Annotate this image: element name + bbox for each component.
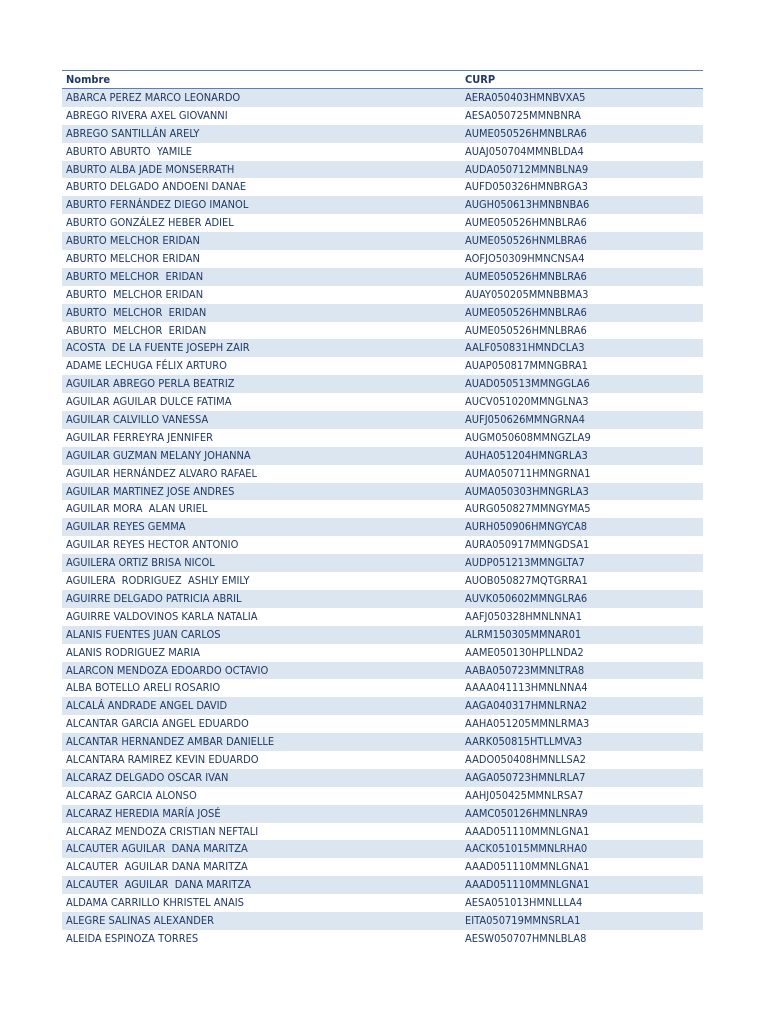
table-header-row <box>62 70 703 89</box>
cell-curp: AUME050526HMNBLRA6 <box>465 126 587 140</box>
cell-nombre: AGUILERA ORTIZ BRISA NICOL <box>66 556 215 570</box>
table-row <box>62 805 703 823</box>
cell-curp: AUME050526HMNBLRA6 <box>465 269 587 283</box>
cell-curp: AUFD050326HMNBRGA3 <box>465 180 588 194</box>
cell-curp: AUME050526HMNLBRA6 <box>465 323 587 337</box>
cell-curp: AAHA051205MMNLRMA3 <box>465 717 590 731</box>
cell-nombre: ABURTO MELCHOR ERIDAN <box>66 305 207 319</box>
cell-curp: AESA050725MMNBNRA <box>465 108 581 122</box>
table-row <box>62 518 703 536</box>
cell-curp: AACK051015MMNLRHA0 <box>465 842 588 856</box>
cell-curp: AOFJO50309HMNCNSA4 <box>465 252 585 266</box>
cell-curp: AAAD051110MMNLGNA1 <box>465 824 590 838</box>
cell-nombre: ABARCA PEREZ MARCO LEONARDO <box>66 91 241 104</box>
cell-nombre: ALCAUTER AGUILAR DANA MARITZA <box>66 860 248 874</box>
cell-curp: AUME050526HMNBLRA6 <box>465 216 587 230</box>
table-row <box>62 590 703 608</box>
cell-nombre: ABURTO MELCHOR ERIDAN <box>66 234 200 248</box>
table-row <box>62 161 703 179</box>
cell-curp: AAAD051110MMNLGNA1 <box>465 860 590 874</box>
cell-curp: AUHA051204HMNGRLA3 <box>465 448 588 462</box>
cell-curp: AURA050917MMNGDSA1 <box>465 538 590 552</box>
table-row <box>62 536 703 554</box>
cell-nombre: ABURTO ABURTO YAMILE <box>66 144 193 158</box>
table-body <box>62 89 703 948</box>
cell-nombre: ALCAUTER AGUILAR DANA MARITZA <box>66 878 251 892</box>
cell-nombre: AGUILERA RODRIGUEZ ASHLY EMILY <box>66 574 250 588</box>
cell-nombre: AGUILAR HERNÁNDEZ ALVARO RAFAEL <box>66 466 258 480</box>
column-header-curp: CURP <box>465 73 496 86</box>
cell-curp: AARK050815HTLLMVA3 <box>465 735 583 749</box>
cell-nombre: ALDAMA CARRILLO KHRISTEL ANAIS <box>66 896 244 910</box>
cell-nombre: AGUILAR GUZMAN MELANY JOHANNA <box>66 448 251 462</box>
cell-curp: AAFJ050328HMNLNNA1 <box>465 609 582 623</box>
table-row <box>62 858 703 876</box>
cell-nombre: AGUILAR MARTINEZ JOSE ANDRES <box>66 484 235 498</box>
cell-curp: AURH050906HMNGYCA8 <box>465 520 588 534</box>
cell-curp: AUVK050602MMNGLRA6 <box>465 591 588 605</box>
table-row <box>62 500 703 518</box>
cell-nombre: AGUILAR CALVILLO VANESSA <box>66 413 209 427</box>
cell-curp: AAHJ050425MMNLRSA7 <box>465 788 584 802</box>
cell-curp: AUAY050205MMNBBMA3 <box>465 287 589 301</box>
cell-nombre: AGUILAR REYES GEMMA <box>66 520 186 534</box>
cell-curp: AAAD051110MMNLGNA1 <box>465 878 590 892</box>
cell-curp: AADO050408HMNLLSA2 <box>465 752 586 766</box>
cell-nombre: ABURTO MELCHOR ERIDAN <box>66 252 200 266</box>
cell-curp: AALF050831HMNDCLA3 <box>465 341 585 355</box>
cell-nombre: AGUIRRE VALDOVINOS KARLA NATALIA <box>66 609 258 623</box>
cell-nombre: ABREGO RIVERA AXEL GIOVANNI <box>66 108 228 122</box>
table-row <box>62 662 703 680</box>
cell-nombre: ALANIS FUENTES JUAN CARLOS <box>66 627 221 641</box>
cell-curp: AAME050130HPLLNDA2 <box>465 645 584 659</box>
table-row <box>62 196 703 214</box>
table-row <box>62 125 703 143</box>
table-row <box>62 608 703 626</box>
cell-nombre: AGUIRRE DELGADO PATRICIA ABRIL <box>66 591 242 605</box>
table-row <box>62 357 703 375</box>
cell-curp: AUME050526HNMLBRA6 <box>465 234 587 248</box>
cell-nombre: ABURTO MELCHOR ERIDAN <box>66 269 204 283</box>
cell-nombre: ALCANTAR HERNANDEZ AMBAR DANIELLE <box>66 735 275 749</box>
cell-nombre: ADAME LECHUGA FÉLIX ARTURO <box>66 359 227 373</box>
cell-nombre: ABURTO DELGADO ANDOENI DANAE <box>66 180 247 194</box>
cell-nombre: ALCANTAR GARCIA ANGEL EDUARDO <box>66 717 249 731</box>
cell-curp: AUMA050711HMNGRNA1 <box>465 466 591 480</box>
cell-nombre: ALANIS RODRIGUEZ MARIA <box>66 645 201 659</box>
cell-nombre: ABURTO MELCHOR ERIDAN <box>66 287 204 301</box>
table-row <box>62 572 703 590</box>
cell-nombre: AGUILAR MORA ALAN URIEL <box>66 502 208 516</box>
cell-curp: AUDA050712MMNBLNA9 <box>465 162 589 176</box>
cell-curp: AUAP050817MMNGBRA1 <box>465 359 588 373</box>
cell-nombre: ACOSTA DE LA FUENTE JOSEPH ZAIR <box>66 341 250 355</box>
cell-nombre: ALCARAZ GARCIA ALONSO <box>66 788 197 802</box>
table-row <box>62 769 703 787</box>
table-row <box>62 304 703 322</box>
table-row <box>62 393 703 411</box>
table-row <box>62 339 703 357</box>
cell-curp: AUGH050613HMNBNBA6 <box>465 198 590 212</box>
cell-nombre: ABREGO SANTILLÁN ARELY <box>66 126 200 140</box>
cell-curp: AUDP051213MMNGLTA7 <box>465 556 585 570</box>
table-row <box>62 143 703 161</box>
cell-curp: AAGA040317HMNLRNA2 <box>465 699 588 713</box>
cell-nombre: AGUILAR ABREGO PERLA BEATRIZ <box>66 377 235 391</box>
table-row <box>62 465 703 483</box>
table-row <box>62 322 703 340</box>
cell-nombre: ABURTO FERNÁNDEZ DIEGO IMANOL <box>66 198 249 212</box>
cell-nombre: ALBA BOTELLO ARELI ROSARIO <box>66 681 221 695</box>
table-row <box>62 679 703 697</box>
table-row <box>62 250 703 268</box>
table-row <box>62 823 703 841</box>
table-row <box>62 644 703 662</box>
cell-curp: AUCV051020MMNGLNA3 <box>465 395 589 409</box>
table-row <box>62 232 703 250</box>
cell-nombre: AGUILAR AGUILAR DULCE FATIMA <box>66 395 232 409</box>
cell-nombre: AGUILAR FERREYRA JENNIFER <box>66 430 213 444</box>
table-row <box>62 697 703 715</box>
table-row <box>62 554 703 572</box>
table-row <box>62 715 703 733</box>
cell-curp: AUFJ050626MMNGRNA4 <box>465 413 585 427</box>
cell-nombre: ALCARAZ MENDOZA CRISTIAN NEFTALI <box>66 824 259 838</box>
cell-nombre: ALCARAZ HEREDIA MARÍA JOSÉ <box>66 806 221 820</box>
table-row <box>62 912 703 930</box>
table-row <box>62 411 703 429</box>
cell-nombre: ALCAUTER AGUILAR DANA MARITZA <box>66 842 248 856</box>
table-row <box>62 840 703 858</box>
table-row <box>62 876 703 894</box>
cell-nombre: ALARCON MENDOZA EDOARDO OCTAVIO <box>66 663 269 677</box>
cell-nombre: ABURTO ALBA JADE MONSERRATH <box>66 162 235 176</box>
cell-curp: AUAD050513MMNGGLA6 <box>465 377 590 391</box>
cell-nombre: ABURTO GONZÁLEZ HEBER ADIEL <box>66 216 234 230</box>
table-row <box>62 733 703 751</box>
table-row <box>62 286 703 304</box>
cell-curp: AERA050403HMNBVXA5 <box>465 91 586 104</box>
cell-curp: AUAJ050704MMNBLDA4 <box>465 144 584 158</box>
cell-nombre: ALCARAZ DELGADO OSCAR IVAN <box>66 770 229 784</box>
table-row <box>62 107 703 125</box>
cell-nombre: ALCANTARA RAMIREZ KEVIN EDUARDO <box>66 752 259 766</box>
cell-curp: AUME050526HMNBLRA6 <box>465 305 587 319</box>
cell-curp: AESW050707HMNLBLA8 <box>465 931 587 945</box>
cell-nombre: AGUILAR REYES HECTOR ANTONIO <box>66 538 239 552</box>
cell-curp: AURG050827MMNGYMA5 <box>465 502 591 516</box>
table-row <box>62 178 703 196</box>
table-row <box>62 930 703 948</box>
table-row <box>62 894 703 912</box>
table-row <box>62 268 703 286</box>
cell-curp: AABA050723MMNLTRA8 <box>465 663 585 677</box>
table-row <box>62 375 703 393</box>
cell-curp: AAMC050126HMNLNRA9 <box>465 806 588 820</box>
student-table <box>62 70 703 948</box>
cell-curp: AUGM050608MMNGZLA9 <box>465 430 591 444</box>
cell-nombre: ABURTO MELCHOR ERIDAN <box>66 323 207 337</box>
cell-nombre: ALEGRE SALINAS ALEXANDER <box>66 913 214 927</box>
cell-curp: AESA051013HMNLLLA4 <box>465 896 583 910</box>
table-row <box>62 447 703 465</box>
cell-curp: AUMA050303HMNGRLA3 <box>465 484 589 498</box>
cell-nombre: ALCALÁ ANDRADE ANGEL DAVID <box>66 699 228 713</box>
column-header-nombre: Nombre <box>66 73 111 86</box>
table-row <box>62 626 703 644</box>
cell-curp: EITA050719MMNSRLA1 <box>465 913 581 927</box>
table-row <box>62 429 703 447</box>
table-row <box>62 214 703 232</box>
cell-curp: AAAA041113HMNLNNA4 <box>465 681 588 695</box>
cell-curp: AAGA050723HMNLRLA7 <box>465 770 586 784</box>
table-row <box>62 89 703 107</box>
cell-curp: ALRM150305MMNAR01 <box>465 627 582 641</box>
table-row <box>62 787 703 805</box>
table-row <box>62 751 703 769</box>
cell-curp: AUOB050827MQTGRRA1 <box>465 574 588 588</box>
cell-nombre: ALEIDA ESPINOZA TORRES <box>66 931 199 945</box>
table-row <box>62 483 703 501</box>
